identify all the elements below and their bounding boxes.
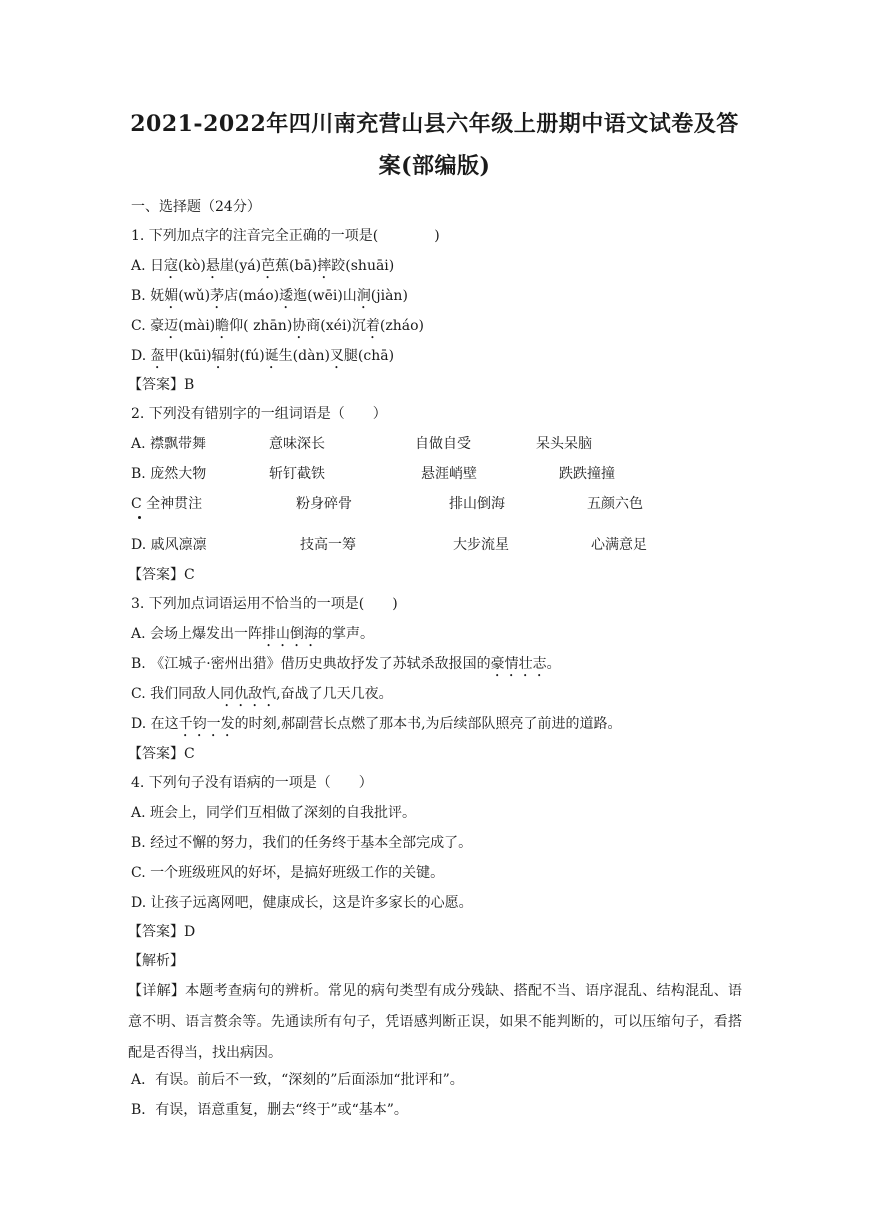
question-2-option-b: B. 庞然大物 斩钉截铁 悬涯峭壁 跌跌撞撞 bbox=[131, 466, 615, 482]
question-4-detail: 【详解】本题考查病句的辨析。常见的病句类型有成分残缺、搭配不当、语序混乱、结构混乱、语意不明、语言赘余等。先通读所有句子，凭语感判断正误，如果不能判断的，可以压缩句子，看搭配是否得当，找出病因。 bbox=[128, 983, 742, 1061]
question-3-stem: 3. 下列加点词语运用不恰当的一项是( ) bbox=[131, 596, 398, 612]
question-4-option-d: D. 让孩子远离网吧，健康成长，这是许多家长的心愿。 bbox=[131, 895, 473, 911]
question-4-stem: 4. 下列句子没有语病的一项是（ ） bbox=[131, 775, 373, 791]
question-3-option-a: A. 会场上爆发出一阵排山倒海的掌声。 bbox=[131, 626, 375, 642]
question-2-option-c: C 全神贯注 粉身碎骨 排山倒海 五颜六色 bbox=[131, 496, 643, 512]
question-3-option-c: C. 我们同敌人同仇敌忾,奋战了几天几夜。 bbox=[131, 686, 393, 702]
emphasis-dot bbox=[138, 516, 141, 519]
question-2-option-a: A. 襟飘带舞 意味深长 自做自受 呆头呆脑 bbox=[131, 436, 592, 452]
document-title-line-1: 2021-2022年四川南充营山县六年级上册期中语文试卷及答 bbox=[130, 111, 739, 137]
question-3-option-d: D. 在这千钧一发的时刻,郝副营长点燃了那本书,为后续部队照亮了前进的道路。 bbox=[131, 716, 622, 732]
question-2-stem: 2. 下列没有错别字的一组词语是（ ） bbox=[131, 406, 387, 422]
question-4-option-a: A. 班会上，同学们互相做了深刻的自我批评。 bbox=[131, 805, 417, 821]
question-4-answer: 【答案】D bbox=[128, 924, 196, 940]
question-3-answer: 【答案】C bbox=[128, 746, 195, 762]
question-4-option-b: B. 经过不懈的努力，我们的任务终于基本全部完成了。 bbox=[131, 835, 473, 851]
question-3-option-b: B. 《江城子·密州出猎》借历史典故抒发了苏轼杀敌报国的豪情壮志。 bbox=[131, 656, 561, 672]
section-heading: 一、选择题（24分） bbox=[131, 199, 261, 215]
question-1-answer: 【答案】B bbox=[128, 377, 195, 393]
question-4-explanation-b: B．有误，语意重复，删去“终于”或“基本”。 bbox=[131, 1102, 408, 1118]
question-1-option-d: D. 盔甲(kūi)辐射(fú)诞生(dàn)叉腿(chā) bbox=[131, 348, 395, 364]
question-2-option-d: D. 戚风凛凛 技高一筹 大步流星 心满意足 bbox=[131, 537, 647, 553]
question-1-option-c: C. 豪迈(mài)瞻仰( zhān)协商(xéi)沉着(zháo) bbox=[131, 318, 424, 334]
question-1-option-b: B. 妩媚(wǔ)茅店(máo)逶迤(wēi)山涧(jiàn) bbox=[131, 288, 408, 304]
question-2-answer: 【答案】C bbox=[128, 567, 195, 583]
question-1-option-a: A. 日寇(kò)悬崖(yá)芭蕉(bā)摔跤(shuāi) bbox=[131, 258, 395, 274]
question-1-stem: 1. 下列加点字的注音完全正确的一项是( ) bbox=[131, 228, 440, 244]
question-4-option-c: C. 一个班级班风的好坏，是搞好班级工作的关键。 bbox=[131, 865, 445, 881]
question-4-analysis-heading: 【解析】 bbox=[128, 953, 184, 969]
question-4-explanation-a: A．有误。前后不一致，“深刻的”后面添加“批评和”。 bbox=[131, 1072, 464, 1088]
document-title-line-2: 案(部编版) bbox=[378, 153, 491, 179]
